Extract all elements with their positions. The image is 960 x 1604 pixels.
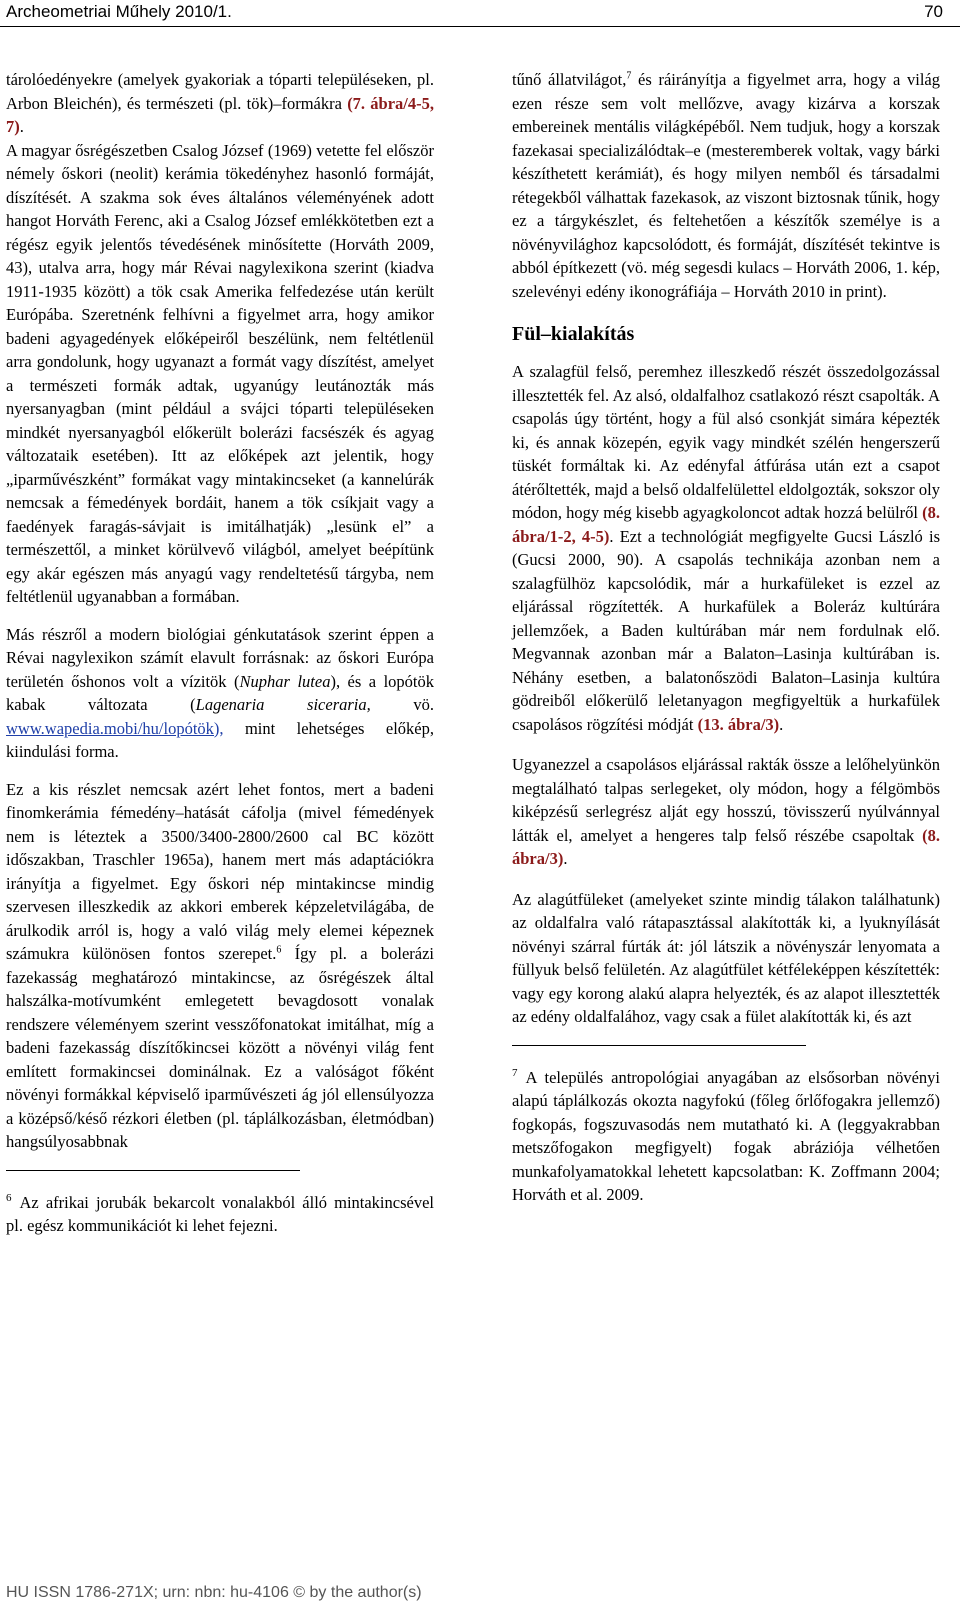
paragraph-text: . <box>563 849 568 868</box>
footnote-text: A település antropológiai anyagában az elsősorban növényi alapú táplálkozás okozta nagyfokú (főleg őrlőfogakra jellemző) fogkopás, fogszuvasodás nem mutatható ki. A (leggyakrabban metszőfogakon megfigyelt) fogak abráziója vélhetően munkafolyamatokkal lehetett kapcsolatban: K. Zoffmann 2004; Horváth et al. 2009. <box>512 1067 940 1204</box>
paragraph-text: A szalagfül felső, peremhez illeszkedő részét összedolgozással illesztették fel. Az alsó, oldalfalhoz csatlakozó részt csapolták. A csapolás úgy történt, hogy a fül alsó csonkját simára képezték ki, és annak közepén, egyik vagy mindkét szélén hengerszerű tüskét formáltak ki. Az edényfal átfúrása után ezt a csapot átérőltették, majd a belső oldalfelülettel eldolgozták, sokszor oly módon, hogy még kisebb agyagkoloncot adtak hozzá belülről <box>512 362 940 522</box>
paragraph <box>512 753 940 871</box>
paragraph-text: . <box>779 714 784 734</box>
paragraph-text: Ugyanezzel a csapolásos eljárással rakták össze a lelőhelyünkön megtalálható talpas serlegeket, oly módon, hogy a félgömbös kiképzésű serlegrész alját egy hosszú, tövisszerű nyúlvánnyal látták el, amelyet a hengeres talp felső részébe csapoltak <box>512 755 940 845</box>
page-number: 70 <box>924 2 943 21</box>
footnote-separator <box>6 1170 300 1171</box>
footnote-number: 7 <box>512 1067 518 1079</box>
footnote <box>512 1066 940 1207</box>
paragraph <box>512 68 940 303</box>
paragraph-text: tűnő állatvilágot, <box>512 70 627 89</box>
paragraph <box>6 778 434 1154</box>
footnote-number: 6 <box>6 1192 12 1204</box>
page-footer: HU ISSN 1786-271X; urn: nbn: hu-4106 © by the author(s) <box>6 1584 422 1601</box>
paragraph-text: tárolóedényekre (amelyek gyakoriak a tóparti településeken, pl. Arbon Bleichén), és természeti (pl. tök)–formákra <box>6 70 434 113</box>
paragraph-text: Más részről a modern biológiai génkutatások szerint éppen a Révai nagylexikon számít elavult forrásnak: az őskori Európa területén őshonos volt a vízitök ( <box>6 624 434 691</box>
footnote-marker[interactable]: 7 <box>626 70 632 82</box>
left-column <box>6 68 434 1252</box>
species-name: Lagenaria siceraria, <box>195 695 371 714</box>
paragraph-text: . Ezt a technológiát megfigyelte Gucsi László is (Gucsi 2000, 90). A csapolás technikája azonban nem a szalagfülhöz kapcsolódik, már a hurkafüleket is ezzel az eljárással rögzítették. A hurkafülek a Boleráz kultúrára jellemzőek, a Baden kultúrában már nem fordulnak elő. Megvannak azonban már a Balaton–Lasinja kultúrában is. Néhány esetben, a balatonőszödi Balaton–Lasinja kultúra gödreiből előkerülő leletanyagon megfigyeltük a hurkafülek csapolásos rögzítési módját <box>512 526 940 734</box>
species-name: Nuphar lutea <box>239 671 331 691</box>
footnote-text: Az afrikai jorubák bekarcolt vonalakból álló mintakincsével pl. egész kommunikációt ki lehet fejezni. <box>6 1192 434 1235</box>
figure-reference[interactable]: (7. ábra/4-5, 7) <box>6 93 435 136</box>
section-heading: Fül–kialakítás <box>512 323 635 345</box>
footnote-marker[interactable]: 6 <box>276 944 282 956</box>
running-header <box>0 0 960 27</box>
paragraph: A magyar ősrégészetben Csalog József (1969) vetette fel először némely őskori (neolit) kerámia tökedényhez hasonló formáját, díszítését. A szakma sok éves általános véleményének adott hangot Horváth Ferenc, aki a Csalog József emlékkötetben ezt a régész egyik jelentős tévedésének minősítette (Horváth 2009, 43), utalva arra, hogy már Révai nagylexikona szerint (kiadva 1911-1935 között) a tök csak Amerika felfedezése után került Európába. Szeretnénk felhívni a figyelmet arra, hogy amikor badeni agyagedények előképeiről beszélünk, nem feltétlenül arra gondolunk, hogy ugyanazt a formát vagy díszítést, amelyet a természeti formák adtak, ugyanúgy leutánozták más nyersanyagban (mint például a svájci tóparti településeken mindkét nyersanyagból előkerült bolerázi facsészék és agyag változataik esetében). Itt az előképek azt jelentik, hogy „iparművészként” formákat vagy mintakincseket (a kannelúrák nemcsak a fémedények bordáit, hanem a tök csíkjait vagy a faedények faragás-sávjait is imitálhatják) „lesünk el” a természettől, a minket körülvevő világból, amelyet beépítünk egy akár egészen más anyagú vagy rendeltetésű tárgyba, nem feltétlenül ugyanabban a formában. <box>6 140 434 606</box>
paragraph-text: Ez a kis részlet nemcsak azért lehet fontos, mert a badeni finomkerámia fémedény–hatását cáfolja (mivel fémedények nem is léteztek a 3500/3400-2800/2600 cal BC között időszakban, Traschler 1965a), hanem mert más adaptációkra irányítja a figyelmet. Egy őskori nép mintakincse mindig szervesen illeszkedik az akkori emberek képzeletvilágába, de árulkodik arról is, hogy a való világ mely elemei képeznek számukra különösen fontos szerepet. <box>6 779 434 963</box>
paragraph-text: Így pl. a bolerázi fazekasság meghatározó mintakincse, az ősrégészek által halszálka-motívumként emlegetett bevagdosott vonalak rendszere véleményem szerint vesszőfonatokat imitálhat, míg a badeni fazekasság díszítőkincsei között a növényi világ fent említett formakincsei dominálnak. Ez a valóságot főként növényi formákkal képviselő iparművészeti ág jól ellensúlyozza a középső/késő rézkori életben (pl. táplálkozásban, életmódban) hangsúlyosabbnak <box>6 944 434 1151</box>
figure-reference[interactable]: (8. ábra/3) <box>512 825 940 868</box>
footnote-separator <box>512 1045 806 1046</box>
figure-reference[interactable]: (13. ábra/3) <box>697 714 780 734</box>
paragraph <box>6 68 434 139</box>
paragraph-text: . <box>19 117 24 136</box>
paragraph <box>512 360 940 736</box>
figure-reference[interactable]: (8. ábra/1-2, 4-5) <box>512 503 940 546</box>
journal-title: Archeometriai Műhely 2010/1. <box>6 2 232 21</box>
right-column <box>512 68 940 1224</box>
paragraph: Az alagútfüleket (amelyeket szinte mindig tálakon találhatunk) az oldalfalra való rátapasztással alakították ki, a lyuknyílását növényi szárral fúrták át: jól látszik a növényszár lenyomata a füllyuk belső felületén. Az alagútfület kétféleképpen készítették: vagy egy korong alakú alapra helyezték, és az alapot illesztették az edény oldalfalához, vagy csak a fület alakították ki, és azt <box>512 889 940 1026</box>
footnote <box>6 1191 434 1238</box>
paragraph-text: ), és a lopótök kabak változata ( <box>6 671 435 714</box>
paragraph-text: mint lehetséges előkép, kiindulási forma. <box>6 718 434 761</box>
paragraph <box>6 623 434 764</box>
wapedia-link[interactable]: www.wapedia.mobi/hu/lopótök), <box>6 718 224 738</box>
paragraph-text: vö. <box>370 695 434 714</box>
paragraph-text: és ráirányítja a figyelmet arra, hogy a világ ezen része sem volt mellőzve, avagy kizárva a korszak embereinek mentális világképéből. Nem tudjuk, hogy a korszak fazekasai specializálódtak–e (mesteremberek voltak, vagy bárki készíthetett kerámiát), és hogy milyen nemből és társadalmi rétegekből válhattak fazekasok, az viszont biztosnak tűnik, hogy ez a tárgykészlet, és feltehetően a készítők személye is a növényvilághoz kapcsolódott, és formáját, díszítését tekintve is abból építkezett (vö. még segesdi kulacs – Horváth 2006, 1. kép, szelevényi edény ikonográfiája – Horváth 2010 in print). <box>512 70 941 301</box>
